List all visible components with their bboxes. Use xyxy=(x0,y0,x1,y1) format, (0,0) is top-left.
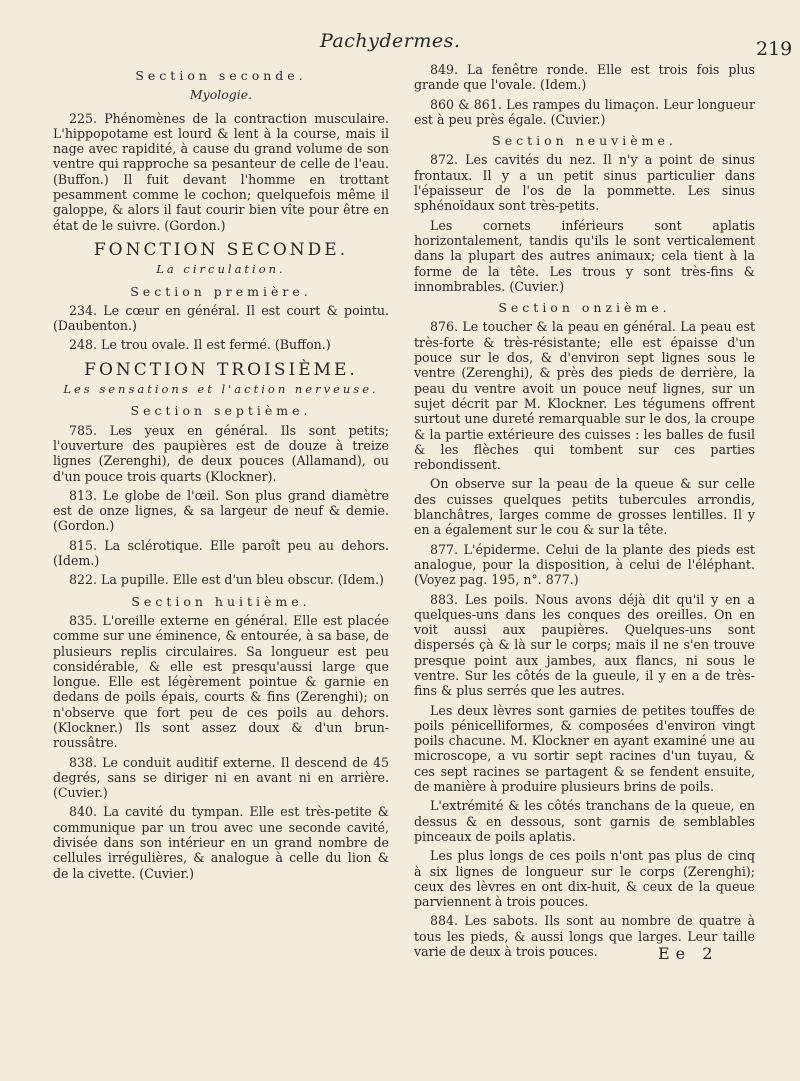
sensations-subheading: Les sensations et l'action nerveuse. xyxy=(63,382,379,397)
paragraph-840: 840. La cavité du tympan. Elle est très-petite & communique par un trou avec une seconde cavité, divisée dans son intérieur en un grand nombre de cellules irrégulières, & analogue à celle du lion & de la civette. (Cuvier.) xyxy=(53,804,389,881)
paragraph-884: 884. Les sabots. Ils sont au nombre de quatre à tous les pieds, & aussi longs que larges. Leur taille varie de deux à trois pouces. xyxy=(414,913,755,960)
paragraph-876: 876. Le toucher & la peau en général. La peau est très-forte & très-résistante; elle est épaisse d'un pouce sur le dos, & d'environ sept lignes sous le ventre (Zerenghi), & près des pieds de derrière, la peau du ventre avoit un pouce neuf lignes, sur un sujet décrit par M. Klockner. Les tégumens offrent surtout une dureté remarquable sur le dos, la croupe & la partie extérieure des cuisses : les balles de fusil & les flèches qui tombent sur ces parties rebondissent. xyxy=(414,319,755,473)
paragraph-849: 849. La fenêtre ronde. Elle est trois fois plus grande que l'ovale. (Idem.) xyxy=(414,62,755,93)
paragraph-815: 815. La sclérotique. Elle paroît peu au dehors. (Idem.) xyxy=(53,537,389,569)
paragraph-883-levres: Les deux lèvres sont garnies de petites touffes de poils pénicelliformes, & composées d'environ vingt poils chacune. M. Klockner en ayant examiné une au microscope, a vu sortir sept racines d'un tuyau, & ces sept racines se partagent & se fendent ensuite, de manière à produire plusieurs brins de poils. xyxy=(414,702,755,795)
paragraph-877: 877. L'épiderme. Celui de la plante des pieds est analogue, pour la disposition, à celui de l'éléphant. (Voyez pag. 195, n°. 877.) xyxy=(414,541,755,588)
page-number: 219 xyxy=(756,38,793,60)
left-column xyxy=(53,62,389,885)
myologie-subheading: Myologie. xyxy=(189,87,253,103)
section-neuvieme-heading: Section neuvième. xyxy=(492,133,677,149)
paragraph-838: 838. Le conduit auditif externe. Il descend de 45 degrés, sans se diriger ni en avant ni en arrière. (Cuvier.) xyxy=(53,754,389,801)
paragraph-822: 822. La pupille. Elle est d'un bleu obscur. (Idem.) xyxy=(69,572,384,588)
paragraph-860: 860 & 861. Les rampes du limaçon. Leur longueur est à peu près égale. (Cuvier.) xyxy=(414,96,755,127)
paragraph-872: 872. Les cavités du nez. Il n'y a point de sinus frontaux. Il y a un petit sinus particulier dans l'épaisseur de l'os de la pommette. Les sinus sphénoïdaux sont très-petits. xyxy=(414,152,755,214)
paragraph-872-continued: Les cornets inférieurs sont aplatis horizontalement, tandis qu'ils le sont verticalement dans la plupart des autres animaux; cela tient à la forme de la tête. Les trous y sont très-fins & innombrables. (Cuvier.) xyxy=(414,217,755,294)
paragraph-234: 234. Le cœur en général. Il est court & pointu. (Daubenton.) xyxy=(53,302,389,334)
section-seconde-heading: Section seconde. xyxy=(135,68,307,83)
fonction-troisieme-heading: FONCTION TROISIÈME. xyxy=(84,359,358,380)
paragraph-883: 883. Les poils. Nous avons déjà dit qu'il y en a quelques-uns dans les conques des oreilles. On en voit aussi aux paupières. Quelques-uns sont dispersés çà & là sur le corps; mais il ne s'en trouve presque point aux jambes, aux flancs, ni sous le ventre. Sur les côtés de la gueule, il y en a de très-fins & plus serrés que les autres. xyxy=(414,591,755,699)
paragraph-785: 785. Les yeux en général. Ils sont petits; l'ouverture des paupières est de douze à treize lignes (Zerenghi), de deux pouces (Allamand), ou d'un pouce trois quarts (Klockner). xyxy=(53,422,389,484)
signature-mark: Ee 2 xyxy=(658,944,719,963)
running-title: Pachydermes. xyxy=(320,30,461,52)
section-septieme-heading: Section septième. xyxy=(130,403,312,419)
section-huitieme-heading: Section huitième. xyxy=(131,593,311,609)
section-onzieme-heading: Section onzième. xyxy=(498,300,671,316)
right-column xyxy=(414,62,755,963)
paragraph-883-longueur: Les plus longs de ces poils n'ont pas plus de cinq à six lignes de longueur sur le corps (Zerenghi); ceux des lèvres en ont dix-huit, & ceux de la queue parviennent à trois pouces. xyxy=(414,848,755,910)
section-premiere-heading: Section première. xyxy=(130,283,312,299)
paragraph-876-continued: On observe sur la peau de la queue & sur celle des cuisses quelques petits tubercules arrondis, blanchâtres, larges comme de grosses lentilles. Il y en a également sur le cou & sur la tête. xyxy=(414,476,755,538)
paragraph-248: 248. Le trou ovale. Il est fermé. (Buffon.) xyxy=(69,337,331,353)
circulation-subheading: La circulation. xyxy=(156,262,286,277)
paragraph-835: 835. L'oreille externe en général. Elle est placée comme sur une éminence, & entourée, à sa base, de plusieurs replis circulaires. Sa longueur est peu considérable, & elle est presqu'aussi large que longue. Elle est légèrement pointue & garnie en dedans de poils épais, courts & fins (Zerenghi); on n'observe que fort peu de ces poils au dehors. (Klockner.) Ils sont assez doux & d'un brun-roussâtre. xyxy=(53,612,389,751)
paragraph-813: 813. Le globe de l'œil. Son plus grand diamètre est de onze lignes, & sa largeur de neuf & demie. (Gordon.) xyxy=(53,487,389,534)
fonction-seconde-heading: FONCTION SECONDE. xyxy=(93,239,349,260)
paragraph-225: 225. Phénomènes de la contraction musculaire. L'hippopotame est lourd & lent à la course, mais il nage avec rapidité, à cause du grand volume de son ventre qui rapproche sa pesanteur de celle de l'eau. (Buffon.) Il fuit devant l'homme en trottant pesamment comme le cochon; quelquefois même il galoppe, & alors il faut courir bien vîte pour être en état de le suivre. (Gordon.) xyxy=(53,110,389,233)
paragraph-883-queue: L'extrémité & les côtés tranchans de la queue, en dessus & en dessous, sont garnis de semblables pinceaux de poils aplatis. xyxy=(414,798,755,844)
